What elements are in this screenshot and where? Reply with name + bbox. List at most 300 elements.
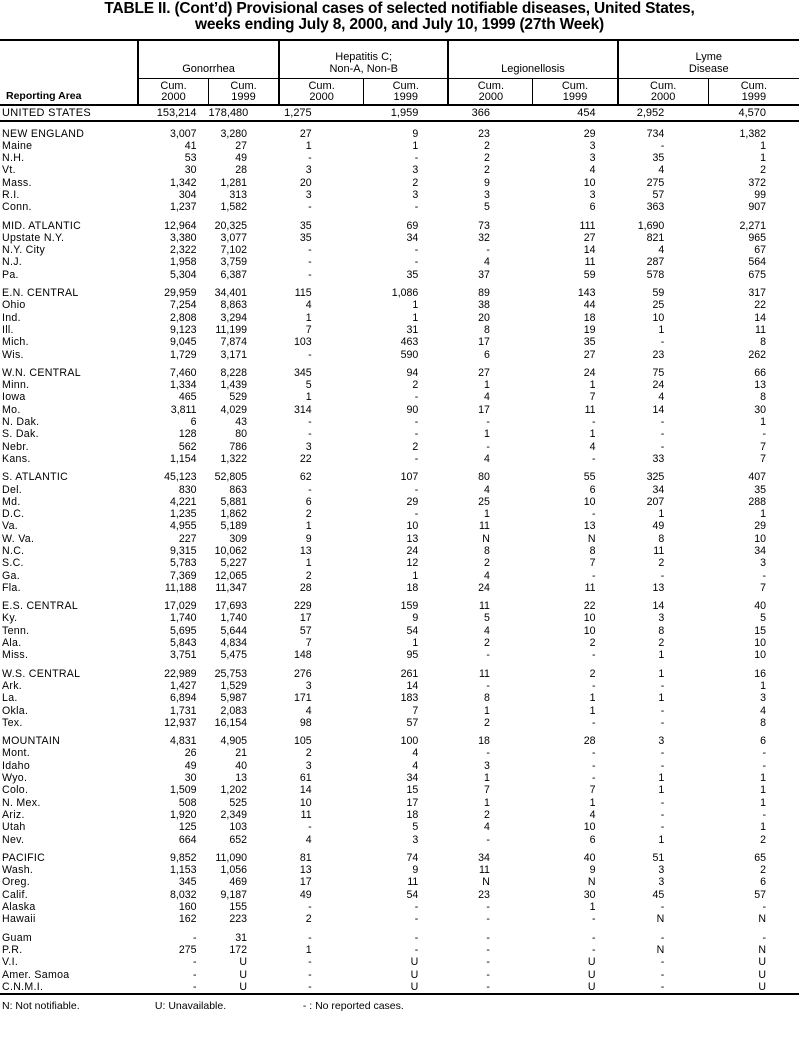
value-cell: 652	[229, 833, 248, 846]
value-cell: 22,989	[164, 667, 197, 680]
table-row	[0, 441, 799, 453]
value-cell: 3	[412, 188, 419, 201]
value-cell: -	[308, 483, 312, 496]
reporting-area-cell: Kans.	[2, 452, 31, 465]
value-cell: 4,221	[170, 495, 197, 508]
value-cell: 74	[406, 851, 419, 864]
table-row	[0, 772, 799, 784]
value-cell: 1	[760, 796, 766, 809]
table-row	[0, 416, 799, 428]
value-cell: -	[414, 931, 419, 944]
table-row	[0, 864, 799, 876]
value-cell: 830	[178, 483, 197, 496]
table-row	[0, 545, 799, 557]
value-cell: 3	[484, 188, 490, 201]
value-cell: -	[762, 931, 766, 944]
value-cell: 2	[305, 569, 312, 582]
value-cell: 69	[406, 219, 419, 232]
value-cell: 9	[412, 127, 419, 140]
table-row	[0, 717, 799, 729]
table-row	[0, 367, 799, 379]
table-row	[0, 140, 799, 152]
title-line-1: TABLE II. (Cont’d) Provisional cases of selected notifiable diseases, United States,	[104, 0, 695, 17]
table-row	[0, 379, 799, 391]
value-cell: 35	[406, 268, 419, 281]
value-cell: 14	[299, 784, 312, 797]
value-cell: -	[486, 901, 490, 914]
value-cell: 1,427	[170, 679, 197, 692]
value-cell: 73	[478, 219, 490, 232]
value-cell: 15	[406, 784, 419, 797]
value-cell: 2	[305, 508, 312, 521]
value-cell: 1,729	[170, 348, 197, 361]
table-row	[0, 797, 799, 809]
value-cell: N	[482, 532, 490, 545]
value-cell: 7	[760, 440, 766, 453]
value-cell: 6	[760, 735, 766, 748]
value-cell: -	[308, 152, 312, 165]
value-cell: 1	[305, 391, 312, 404]
value-cell: 317	[748, 287, 766, 300]
table-row	[0, 349, 799, 361]
value-cell: 508	[178, 796, 197, 809]
value-cell: 3,759	[220, 256, 248, 269]
value-cell: 454	[533, 105, 618, 121]
table-row	[0, 735, 799, 747]
table-row	[0, 649, 799, 661]
value-cell: 11,199	[215, 323, 248, 336]
value-cell: 1	[484, 379, 490, 392]
value-cell: 3,077	[220, 231, 248, 244]
reporting-area-cell: MID. ATLANTIC	[2, 219, 82, 232]
value-cell: 3	[760, 557, 766, 570]
value-cell: 162	[178, 913, 197, 926]
reporting-area-cell: Tex.	[2, 716, 23, 729]
table-row	[0, 784, 799, 796]
value-cell: 261	[400, 667, 419, 680]
spacer-cell	[708, 121, 799, 128]
value-cell: 23	[652, 348, 665, 361]
value-cell: 49	[299, 888, 312, 901]
value-cell: -	[660, 569, 665, 582]
value-cell: 7	[305, 323, 312, 336]
value-cell: 6,894	[170, 692, 197, 705]
value-cell: 9	[305, 532, 312, 545]
value-cell: 3	[658, 876, 665, 889]
value-cell: -	[138, 981, 209, 994]
value-cell: 13	[299, 545, 312, 557]
value-cell: 4	[484, 391, 490, 404]
value-cell: 22	[754, 299, 766, 312]
value-cell: 10	[406, 520, 419, 533]
value-cell: 3	[589, 152, 596, 165]
value-cell: 2	[760, 164, 766, 177]
reporting-area-cell: Ill.	[2, 323, 14, 336]
value-cell: -	[660, 679, 665, 692]
value-cell: -	[486, 244, 490, 257]
value-cell: 363	[646, 201, 665, 214]
value-cell: 6	[589, 483, 596, 496]
value-cell: 49	[235, 152, 248, 165]
value-cell: -	[414, 452, 419, 465]
table-row	[0, 557, 799, 569]
value-cell: 4,955	[170, 520, 197, 533]
footnote	[0, 1000, 799, 1012]
value-cell: -	[592, 716, 596, 729]
year-label: 2000	[161, 90, 186, 103]
value-cell: 7,254	[170, 299, 197, 312]
cum-1999-header	[708, 79, 799, 105]
value-cell: 2	[484, 557, 490, 570]
value-cell: -	[660, 759, 665, 772]
value-cell: 3	[589, 139, 596, 152]
value-cell: 6	[484, 348, 490, 361]
value-cell: 1	[589, 379, 596, 392]
value-cell: 2	[589, 667, 596, 680]
value-cell: 590	[400, 348, 419, 361]
value-cell: 34	[478, 851, 490, 864]
value-cell: -	[762, 901, 766, 914]
value-cell: 80	[235, 428, 248, 441]
value-cell: 4	[484, 483, 490, 496]
table-row	[0, 680, 799, 692]
value-cell: 564	[748, 256, 766, 269]
value-cell: 3,171	[220, 348, 248, 361]
value-cell: 2	[305, 913, 312, 926]
value-cell: 2	[484, 808, 490, 821]
value-cell: 10	[754, 637, 766, 650]
hepatitis-c-header	[279, 40, 448, 79]
value-cell: 1,342	[170, 176, 197, 189]
value-cell: 4	[484, 821, 490, 834]
value-cell: 26	[184, 747, 197, 760]
value-cell: -	[762, 747, 766, 760]
value-cell: -	[414, 901, 419, 914]
reporting-area-cell: N. Mex.	[2, 796, 41, 809]
value-cell: -	[193, 956, 197, 969]
value-cell: 1	[760, 152, 766, 165]
spacer-cell	[448, 121, 533, 128]
value-cell: 2,322	[170, 244, 197, 257]
value-cell: 7	[589, 391, 596, 404]
value-cell: 1	[484, 704, 490, 717]
value-cell: 28	[235, 164, 248, 177]
value-cell: 159	[400, 600, 419, 613]
table-row	[0, 637, 799, 649]
reporting-area-cell: Idaho	[2, 759, 31, 772]
value-cell: 59	[583, 268, 596, 281]
value-cell: 1	[658, 667, 665, 680]
value-cell: 525	[229, 796, 248, 809]
value-cell: -	[308, 821, 312, 834]
table-row	[0, 287, 799, 299]
value-cell: U	[587, 956, 596, 969]
value-cell: 11	[478, 667, 490, 680]
value-cell: 12	[406, 557, 419, 570]
value-cell: 34	[406, 231, 419, 244]
value-cell: U	[239, 968, 248, 981]
value-cell: 31	[406, 323, 419, 336]
value-cell: 223	[229, 913, 248, 926]
reporting-area-cell: E.N. CENTRAL	[2, 287, 79, 300]
value-cell: 29	[406, 495, 419, 508]
value-cell: 49	[652, 520, 665, 533]
hepatitis-c-line-1: Hepatitis C;	[335, 51, 393, 63]
value-cell: 6,387	[220, 268, 248, 281]
year-label: 2000	[650, 90, 676, 103]
reporting-area-cell: N.H.	[2, 152, 25, 165]
value-cell: -	[486, 440, 490, 453]
reporting-area-cell: S.C.	[2, 557, 24, 570]
spacer-cell	[0, 121, 138, 128]
value-cell: 155	[229, 901, 248, 914]
value-cell: 6	[589, 833, 596, 846]
value-cell: 37	[478, 268, 490, 281]
value-cell: 276	[293, 667, 312, 680]
value-cell: U	[758, 968, 766, 981]
reporting-area-cell: Mo.	[2, 403, 21, 416]
table-row	[0, 760, 799, 772]
value-cell: -	[486, 943, 490, 956]
reporting-area-cell: Pa.	[2, 268, 19, 281]
table-row	[0, 244, 799, 256]
reporting-area-cell: Minn.	[2, 379, 30, 392]
table-row	[0, 981, 799, 994]
reporting-area-cell: D.C.	[2, 508, 25, 521]
value-cell: 5	[484, 612, 490, 625]
value-cell: 3	[412, 164, 419, 177]
value-cell: 1	[484, 428, 490, 441]
table-row	[0, 189, 799, 201]
value-cell: 11	[584, 403, 596, 416]
value-cell: 12,964	[164, 219, 197, 232]
value-cell: 1	[658, 508, 665, 521]
value-cell: 28	[583, 735, 596, 748]
value-cell: -	[762, 569, 766, 582]
value-cell: 35	[652, 152, 665, 165]
value-cell: 3	[760, 692, 766, 705]
value-cell: 3,751	[170, 649, 197, 662]
table-row	[0, 821, 799, 833]
value-cell: 1	[760, 772, 766, 785]
table-row	[0, 508, 799, 520]
table-row	[0, 220, 799, 232]
value-cell: -	[308, 901, 312, 914]
value-cell: 40	[583, 851, 596, 864]
value-cell: 32	[478, 231, 490, 244]
footnote-no-cases: - : No reported cases.	[302, 1000, 404, 1013]
value-cell: 5	[305, 379, 312, 392]
value-cell: 53	[184, 152, 197, 165]
value-cell: 786	[229, 440, 248, 453]
value-cell: 18	[583, 311, 596, 324]
value-cell: 44	[583, 299, 596, 312]
value-cell: N	[482, 876, 490, 889]
legionellosis-header: Legionellosis	[448, 40, 617, 79]
value-cell: 81	[299, 851, 312, 864]
year-label: 1999	[741, 90, 767, 103]
cum-2000-header	[618, 79, 709, 105]
value-cell: 1,959	[364, 105, 449, 121]
lyme-line-2: Disease	[688, 63, 729, 75]
value-cell: 35	[299, 231, 312, 244]
value-cell: 1	[658, 772, 665, 785]
value-cell: 2	[412, 176, 419, 189]
value-cell: -	[592, 569, 596, 582]
value-cell: -	[592, 759, 596, 772]
reporting-area-cell: Nev.	[2, 833, 25, 846]
value-cell: 11	[407, 876, 419, 889]
value-cell: -	[486, 931, 490, 944]
spacer-cell	[533, 121, 618, 128]
value-cell: 229	[293, 600, 312, 613]
value-cell: 12,937	[164, 716, 197, 729]
value-cell: 45	[652, 888, 665, 901]
value-cell: 309	[229, 532, 248, 545]
value-cell: U	[364, 981, 449, 994]
value-cell: 4	[589, 808, 596, 821]
reporting-area-cell: Ark.	[2, 679, 23, 692]
value-cell: 4	[305, 704, 312, 717]
value-cell: 1	[589, 428, 596, 441]
reporting-area-cell: Fla.	[2, 581, 21, 594]
year-label: 2000	[309, 90, 334, 103]
table-row	[0, 428, 799, 440]
value-cell: -	[660, 747, 665, 760]
value-cell: 10	[583, 624, 596, 637]
value-cell: 27	[478, 366, 490, 379]
reporting-area-cell: Ky.	[2, 612, 18, 625]
reporting-area-cell: Ind.	[2, 311, 21, 324]
value-cell: 4	[658, 164, 665, 177]
reporting-area-cell: Mass.	[2, 176, 32, 189]
value-cell: 529	[229, 391, 248, 404]
value-cell: -	[660, 428, 665, 441]
value-cell: 7	[412, 704, 419, 717]
value-cell: N	[587, 876, 596, 889]
value-cell: 34,401	[214, 287, 248, 300]
table-row	[0, 336, 799, 348]
value-cell: 43	[235, 416, 248, 429]
value-cell: -	[448, 981, 533, 994]
value-cell: 372	[748, 176, 766, 189]
table-row	[0, 520, 799, 532]
value-cell: 7	[305, 637, 312, 650]
table-row	[0, 956, 799, 968]
value-cell: -	[592, 943, 596, 956]
value-cell: 20,325	[214, 219, 248, 232]
value-cell: 407	[748, 471, 766, 484]
spacer-cell	[138, 121, 209, 128]
reporting-area-cell: S. Dak.	[2, 428, 39, 441]
value-cell: 13	[406, 532, 419, 545]
value-cell: 18	[478, 735, 490, 748]
value-cell: 1	[658, 323, 665, 336]
value-cell: -	[660, 796, 665, 809]
table-row	[0, 582, 799, 594]
value-cell: 17	[478, 403, 490, 416]
reporting-area-cell: Alaska	[2, 901, 36, 914]
value-cell: 171	[293, 692, 312, 705]
value-cell: 1	[412, 311, 419, 324]
value-cell: 33	[652, 452, 665, 465]
year-label: 1999	[393, 90, 418, 103]
reporting-area-cell: W.S. CENTRAL	[2, 667, 81, 680]
value-cell: -	[486, 913, 490, 926]
value-cell: 23	[478, 127, 490, 140]
reporting-area-cell: PACIFIC	[2, 851, 46, 864]
area-header-blank	[0, 40, 138, 79]
value-cell: 10	[583, 612, 596, 625]
cum-1999-header	[533, 79, 618, 105]
table-row	[0, 901, 799, 913]
value-cell: 5,695	[170, 624, 197, 637]
value-cell: 5,227	[220, 557, 248, 570]
table-row	[0, 533, 799, 545]
value-cell: 18	[406, 581, 419, 594]
value-cell: 10	[754, 532, 766, 545]
value-cell: 1	[760, 508, 766, 521]
value-cell: 5	[760, 612, 766, 625]
value-cell: 5,987	[220, 692, 248, 705]
value-cell: 1,740	[220, 612, 248, 625]
value-cell: 4,831	[170, 735, 197, 748]
value-cell: 19	[583, 323, 596, 336]
value-cell: 40	[754, 600, 766, 613]
value-cell: -	[762, 759, 766, 772]
value-cell: -	[486, 956, 490, 969]
value-cell: -	[660, 416, 665, 429]
value-cell: 2	[760, 833, 766, 846]
value-cell: 14	[754, 311, 766, 324]
value-cell: 49	[184, 759, 197, 772]
reporting-area-cell: N.J.	[2, 256, 23, 269]
value-cell: 1	[305, 139, 312, 152]
value-cell: 965	[748, 231, 766, 244]
cum-2000-header	[448, 79, 533, 105]
value-cell: 14	[406, 679, 419, 692]
value-cell: 38	[478, 299, 490, 312]
value-cell: 25	[478, 495, 490, 508]
value-cell: 17,029	[164, 600, 197, 613]
value-cell: 172	[229, 943, 248, 956]
value-cell: 153,214	[138, 105, 209, 121]
value-cell: 111	[579, 219, 596, 232]
table-row	[0, 453, 799, 465]
value-cell: -	[414, 943, 419, 956]
value-cell: 1,862	[220, 508, 248, 521]
value-cell: 1	[484, 772, 490, 785]
value-cell: 1,153	[170, 864, 197, 877]
value-cell: -	[592, 416, 596, 429]
value-cell: 275	[646, 176, 665, 189]
value-cell: -	[308, 931, 312, 944]
value-cell: 89	[478, 287, 490, 300]
value-cell: -	[414, 416, 419, 429]
value-cell: 9,187	[220, 888, 248, 901]
value-cell: 25	[652, 299, 665, 312]
value-cell: 10	[583, 176, 596, 189]
value-cell: 6	[760, 876, 766, 889]
reporting-area-cell: W. Va.	[2, 532, 35, 545]
value-cell: 2	[760, 864, 766, 877]
value-cell: 675	[748, 268, 766, 281]
value-cell: 1,382	[739, 127, 766, 140]
reporting-area-cell: N.C.	[2, 545, 25, 557]
value-cell: 8	[760, 716, 766, 729]
value-cell: 2	[658, 637, 665, 650]
year-label: 1999	[562, 90, 588, 103]
